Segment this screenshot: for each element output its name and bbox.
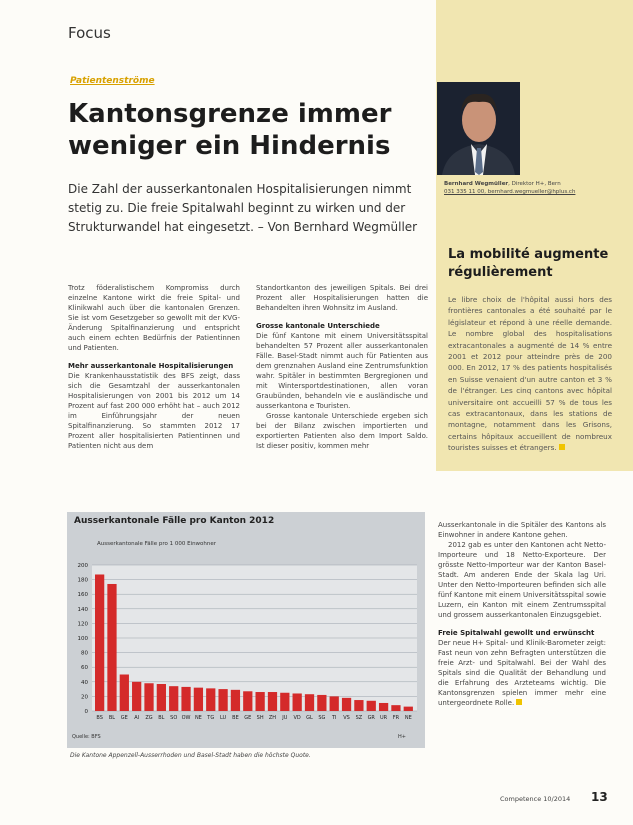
bar (120, 675, 129, 712)
bar (132, 682, 141, 711)
x-tick-label: SH (256, 715, 264, 721)
sidebar-title: La mobilité augmente régulièrement (448, 247, 609, 280)
subheading: Grosse kantonale Unterschiede (256, 322, 380, 330)
chart-title: Ausserkantonale Fälle pro Kanton 2012 (74, 516, 275, 526)
paragraph: Trotz föderalistischem Kompromiss durch einzelne Kantone wirkt die freie Spital- und Klinikwahl auch über die kantonalen Grenzen. Sie ist vom Gesetzgeber so gewollt mit der KVG-Änderung Spitalfinanzierung und entspricht auch einem echten Bedürfnis der Patientinnen und Patienten. (68, 284, 240, 352)
x-tick-label: SO (170, 715, 178, 721)
portrait-image (437, 82, 520, 175)
sidebar-text: Le libre choix de l'hôpital aussi hors des frontières cantonales a été souhaité par le législateur et répond à une réelle demande. Le nombre global des hospitalisations extracantonales a augmenté de 14 % entre 2001 et 2012 pour atteindre près de 200 000. En 2012, 17 % des patients hospitalisés en Suisse venaient d'un autre canton et 3 % de l'étranger. Les cinq cantons avec hôpital universitaire ont accueilli 57 % de tous les cas extracantonaux, dans les stations de montagne, notamment dans les Grisons, certains hôpitaux accueillent de nombreux touristes suisses et étrangers. (448, 295, 612, 453)
paragraph: Standortkanton des jeweiligen Spitals. Bei drei Prozent aller Hospitalisierungen hatten die Behandelten ihren Wohnsitz im Ausland. (256, 284, 428, 312)
x-tick-label: NE (404, 715, 412, 721)
chart-plot (67, 555, 425, 735)
bar (107, 584, 116, 711)
bar (379, 703, 388, 711)
paragraph: 2012 gab es unter den Kantonen acht Netto-Importeure und 18 Netto-Exporteure. Der grösste Netto-Importeur war der Kanton Basel-Stadt. Am anderen Ende der Skala lag Uri. Unter den Netto-Importeuren befinden sich alle fünf Kantone mit einem Universitätsspital sowie Luzern, ein Kanton mit einem Zentrumsspital und grossem ausserkantonalen Einzugsgebiet. (438, 541, 606, 619)
x-tick-label: LU (219, 715, 227, 721)
bar (330, 696, 339, 711)
x-tick-label: TG (207, 715, 215, 721)
subheading: Freie Spitalwahl gewollt und erwünscht (438, 629, 595, 637)
y-tick-label: 80 (81, 650, 88, 657)
bar (144, 683, 153, 711)
x-tick-label: SZ (355, 715, 363, 721)
x-tick-label: ZG (145, 715, 153, 721)
x-tick-label: GE (244, 715, 252, 721)
bar (218, 689, 227, 711)
bar (169, 686, 178, 711)
bar (194, 688, 203, 711)
bar (243, 691, 252, 711)
paragraph: Ausserkantonale in die Spitäler des Kantons als Einwohner in andere Kantone gehen. (438, 521, 606, 539)
y-tick-label: 20 (81, 694, 88, 701)
bar (95, 574, 104, 711)
chart-caption: Die Kantone Appenzell-Ausserrhoden und Basel-Stadt haben die höchste Quote. (70, 752, 311, 759)
y-tick-label: 40 (81, 679, 88, 686)
bar (293, 693, 302, 711)
end-mark-icon (559, 444, 565, 450)
author-role: , Direktor H+, Bern (508, 181, 561, 187)
paragraph: Der neue H+ Spital- und Klinik-Barometer zeigt: Fast neun von zehn Befragten unterstützen die freie Arzt- und Spitalwahl. Bei der Wahl des Spitals sind die Qualität der Behandlung und die Erfahrung des Arzteteams wichtig. Die Kantonsgrenzen spielen immer mehr eine untergeordnete Rolle. (438, 639, 607, 707)
paragraph: Die fünf Kantone mit einem Universitätsspital behandelten 57 Prozent aller ausserkantonalen Fälle. Basel-Stadt nimmt auch für Patienten aus dem grenznahen Ausland eine Zentrumsfunktion wahr. Spitäler in bestimmten Bergregionen und mit Wintersportdestinationen, allen voran Graubünden, behandeln vie e ausländische und ausserkantona e Touristen. (256, 332, 428, 410)
bar (404, 707, 413, 711)
bar (317, 695, 326, 711)
x-tick-label: NE (194, 715, 202, 721)
bar (206, 688, 215, 711)
x-tick-label: GE (120, 715, 128, 721)
author-portrait (437, 82, 520, 175)
end-mark-icon (516, 699, 522, 705)
author-name: Bernhard Wegmüller (444, 181, 509, 187)
y-tick-label: 100 (77, 636, 88, 642)
y-tick-label: 200 (77, 563, 88, 569)
bar (231, 690, 240, 711)
article-headline: Kantonsgrenze immer weniger ein Hindernis (68, 99, 392, 161)
bar (268, 692, 277, 711)
x-tick-label: OW (181, 715, 191, 721)
x-tick-label: FR (392, 715, 400, 721)
chart-source: Quelle: BFS (72, 734, 101, 740)
x-tick-label: UR (380, 715, 388, 721)
x-tick-label: GL (306, 715, 313, 721)
bar (157, 684, 166, 711)
x-tick-label: SG (318, 715, 326, 721)
y-tick-label: 180 (77, 577, 88, 584)
bar (342, 698, 351, 711)
bar (181, 687, 190, 711)
x-tick-label: BE (232, 715, 239, 721)
x-tick-label: BL (158, 715, 165, 721)
y-tick-label: 140 (77, 606, 88, 613)
x-tick-label: GR (367, 715, 375, 721)
y-tick-label: 160 (77, 592, 88, 599)
paragraph: Die Krankenhausstatistik des BFS zeigt, dass sich die Gesamtzahl der ausserkantonalen Hospitalisierungen von 2001 bis 2012 um 14 Prozent auf fast 200 000 erhöht hat – auch 2012 im Einführungsjahr der neuen Spitalfinanzierung. So stammten 2012 17 Prozent aller hospitalisierten Patientinnen und Patienten nicht aus dem (68, 372, 240, 450)
page-number: 13 (591, 790, 608, 804)
x-tick-label: VS (343, 715, 350, 721)
article-column-1 (68, 283, 240, 451)
subheading: Mehr ausserkantonale Hospitalisierungen (68, 362, 234, 370)
x-tick-label: BL (108, 715, 116, 721)
bar (354, 700, 363, 711)
paragraph: Grosse kantonale Unterschiede ergeben sich bei der Bilanz zwischen importierten und exportierten Patienten also dem Import Saldo. Ist dieser positiv, kommen mehr (256, 412, 428, 450)
y-tick-label: 0 (84, 709, 88, 715)
article-column-2 (256, 283, 428, 451)
y-tick-label: 60 (81, 665, 88, 672)
x-tick-label: VD (293, 715, 301, 721)
x-tick-label: BS (96, 715, 103, 721)
article-kicker: Patientenströme (70, 76, 155, 86)
x-tick-label: ZH (268, 715, 277, 721)
section-label: Focus (68, 24, 111, 42)
article-column-3 (438, 520, 606, 708)
author-info (444, 180, 624, 196)
footer-magazine: Competence 10/2014 (500, 795, 571, 803)
bar (280, 693, 289, 711)
chart-source-right: H+ (398, 734, 406, 740)
author-contact: 031 335 11 00, bernhard.wegmueller@hplus.ch (444, 189, 576, 195)
x-tick-label: TI (331, 715, 337, 721)
article-lead: Die Zahl der ausserkantonalen Hospitalisierungen nimmt stetig zu. Die freie Spitalwahl beginnt zu wirken und der Strukturwandel hat eingesetzt. – Von Bernhard Wegmüller (68, 182, 418, 234)
x-tick-label: JU (282, 715, 288, 721)
y-tick-label: 120 (77, 621, 88, 628)
chart-y-label: Ausserkantonale Fälle pro 1 000 Einwohner (97, 541, 217, 547)
bar (391, 705, 400, 711)
x-tick-label: AI (134, 715, 140, 721)
bar (367, 701, 376, 711)
bar (305, 694, 314, 711)
bar (256, 692, 265, 711)
